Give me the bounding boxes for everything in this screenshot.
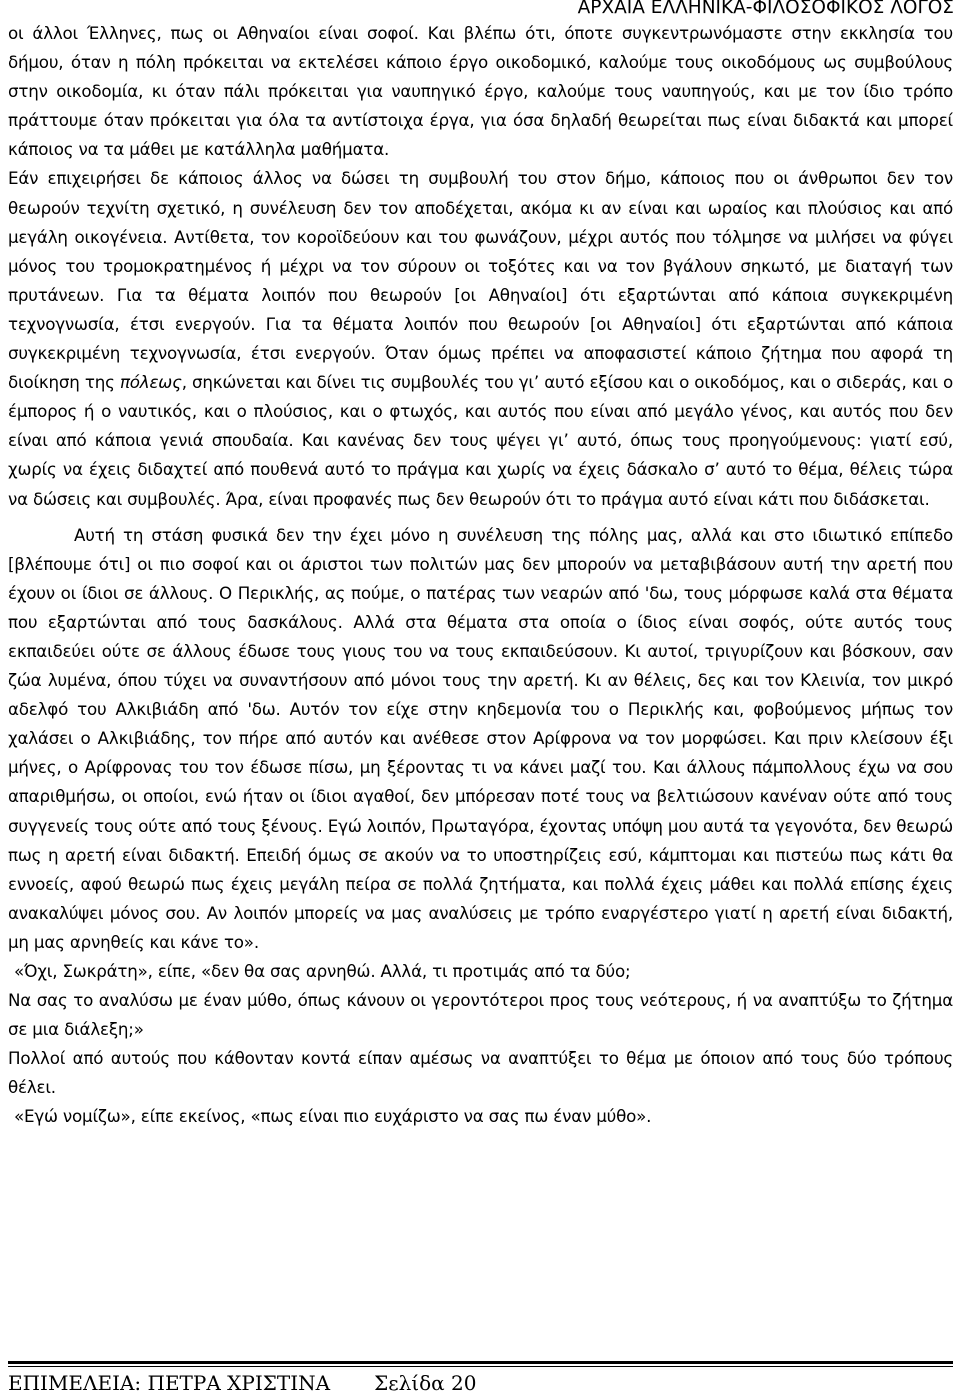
footer-rule-thin — [8, 1366, 953, 1367]
paragraph-1: οι άλλοι Έλληνες, πως οι Αθηναίοι είναι σοφοί. Και βλέπω ότι, όποτε συγκεντρωνόμαστε στην εκκλησία του δήμου, όταν η πόλη πρόκειται να εκτελέσει κάποιο έργο οικοδομικό, καλούμε τους οικοδόμους ως συμβούλους στην οικοδομία, κι όταν πάλι πρόκειται για ναυπηγικό έργο, καλούμε τους ναυπηγούς, και με τον ίδιο τρόπο πράττουμε όταν πρόκειται για όλα τα αντίστοιχα έργα, για όσα δηλαδή θεωρείται πως είναι διδακτά και μπορεί κάποιος να τα μάθει με κατάλληλα μαθήματα. — [8, 23, 953, 160]
paragraph-3: Αυτή τη στάση φυσικά δεν την έχει μόνο η συνέλευση της πόλης μας, αλλά και στο ιδιωτικό επίπεδο [βλέπουμε ότι] οι πιο σοφοί και οι άριστοι των πολιτών μας δεν μπορούν να μεταβιβάσουν αυτή την αρετή που έχουν οι ίδιοι σε άλλους. Ο Περικλής, ας πούμε, ο πατέρας των νεαρών από 'δω, τους μόρφωσε καλά στα θέματα που εξαρτώνται από τους δασκάλους. Αλλά στα θέματα στα οποία ο ίδιος είναι σοφός, ούτε αυτός τους εκπαιδεύει ούτε σε άλλους έδωσε τους γιους του να τους εκπαιδεύσουν. Κι αυτοί, τριγυρίζουν και βόσκουν, σαν ζώα λυμένα, όπου τύχει να συναντήσουν από μόνοι τους την αρετή. Κι αν θέλεις, δες και τον Κλεινία, τον μικρό αδελφό του Αλκιβιάδη από 'δω. Αυτόν τον είχε στην κηδεμονία του ο Περικλής και, φοβούμενος μήπως τον χαλάσει ο Αλκιβιάδης, τον πήρε από αυτόν και ανέθεσε στον Αρίφρονα να τον μορφώσει. Και πριν κλείσουν έξι μήνες, ο Αρίφρονας του τον έδωσε πίσω, μη ξέροντας τι να κάνει μαζί του. Και άλλους πάμπολλους έχω να σου απαριθμήσω, οι οποίοι, ενώ ήταν οι ίδιοι αγαθοί, δεν μπόρεσαν ποτέ τους να βελτιώσουν κανέναν ούτε από τους συγγενείς τους ούτε από τους ξένους. Εγώ λοιπόν, Πρωταγόρα, έχοντας υπόψη μου αυτά τα γεγονότα, δεν θεωρώ πως η αρετή είναι διδακτή. Επειδή όμως σε ακούν να το υποστηρίζεις εσύ, κάμπτομαι και πιστεύω πως κάτι θα εννοείς, αφού θεωρώ πως έχεις μεγάλη πείρα σε πολλά ζητήματα, και πολλά έχεις μάθει και πολλά επίσης έχεις ανακαλύψει μόνος σου. Αν λοιπόν μπορείς να μας αναλύσεις με τρόπο εναργέστερο γιατί η αρετή είναι διδακτή, μη μας αρνηθείς και κάνε το». — [8, 524, 953, 952]
page-footer — [8, 1370, 476, 1396]
paragraph-6: Πολλοί από αυτούς που κάθονταν κοντά είπαν αμέσως να αναπτύξει το θέμα με όποιον από τους δύο τρόπους θέλει. — [8, 1048, 953, 1098]
paragraph-5: Να σας το αναλύσω με έναν μύθο, όπως κάνουν οι γεροντότεροι προς τους νεότερους, ή να αναπτύξω το ζήτημα σε μια διάλεξη;» — [8, 990, 953, 1040]
footer-page-number: Σελίδα 20 — [374, 1371, 477, 1395]
paragraph-2-part-2: , σηκώνεται και δίνει τις συμβουλές του γι’ αυτό εξίσου και ο οικοδόμος, και ο σιδεράς, και ο έμπορος ή ο ναυτικός, και ο πλούσιος, και ο φτωχός, και αυτός που είναι από μεγάλο γένος, και αυτός που δεν είναι από κάποια γενιά σπουδαία. Και κανένας δεν τους ψέγει γι’ αυτό, όπως τους προηγούμενους: γιατί εσύ, χωρίς να έχεις διδαχτεί από πουθενά αυτό το πράγμα και χωρίς να έχεις δάσκαλο σ’ αυτό το θέμα, θέλεις τώρα να δώσεις και συμβουλές. Άρα, είναι προφανές πως δεν θεωρούν ότι το πράγμα αυτό είναι κάτι που διδάσκεται. — [8, 372, 954, 509]
paragraph-2-part-1: Εάν επιχειρήσει δε κάποιος άλλος να δώσει τη συμβουλή του στον δήμο, κάποιος που οι άνθρωποι δεν τον θεωρούν τεχνίτη σχετικό, η συνέλευση δεν τον αποδέχεται, ακόμα κι αν είναι και ωραίος και πλούσιος και από μεγάλη οικογένεια. Αντίθετα, τον κοροϊδεύουν και του φωνάζουν, μέχρι αυτός που τόλμησε να μιλήσει να φύγει μόνος του τρομοκρατημένος ή μέχρι να τον σύρουν οι τοξότες και να τον βγάλουν σηκωτό, με διαταγή των πρυτάνεων. Για τα θέματα λοιπόν που θεωρούν [οι Αθηναίοι] ότι εξαρτώνται από κάποια συγκεκριμένη τεχνογνωσία, έτσι ενεργούν. Για τα θέματα λοιπόν που θεωρούν [οι Αθηναίοι] ότι εξαρτώνται από κάποια συγκεκριμένη τεχνογνωσία, έτσι ενεργούν. Όταν όμως πρέπει να αποφασιστεί κάποιο ζήτημα που αφορά τη διοίκηση της — [8, 168, 953, 393]
running-header: ΑΡΧΑΙΑ ΕΛΛΗΝΙΚΑ-ΦΙΛΟΣΟΦΙΚΟΣ ΛΟΓΟΣ — [577, 0, 954, 18]
footer-editor: ΕΠΙΜΕΛΕΙΑ: ΠΕΤΡΑ ΧΡΙΣΤΙΝΑ — [8, 1371, 331, 1395]
paragraph-4: «Όχι, Σωκράτη», είπε, «δεν θα σας αρνηθώ. Αλλά, τι προτιμάς από τα δύο; — [14, 961, 631, 981]
footer-rule-thick — [8, 1361, 953, 1364]
italic-term: πόλεως — [119, 372, 182, 393]
body-text — [8, 19, 953, 1132]
paragraph-7: «Εγώ νομίζω», είπε εκείνος, «πως είναι πιο ευχάριστο να σας πω έναν μύθο». — [14, 1106, 652, 1127]
paragraph-2 — [8, 164, 953, 513]
